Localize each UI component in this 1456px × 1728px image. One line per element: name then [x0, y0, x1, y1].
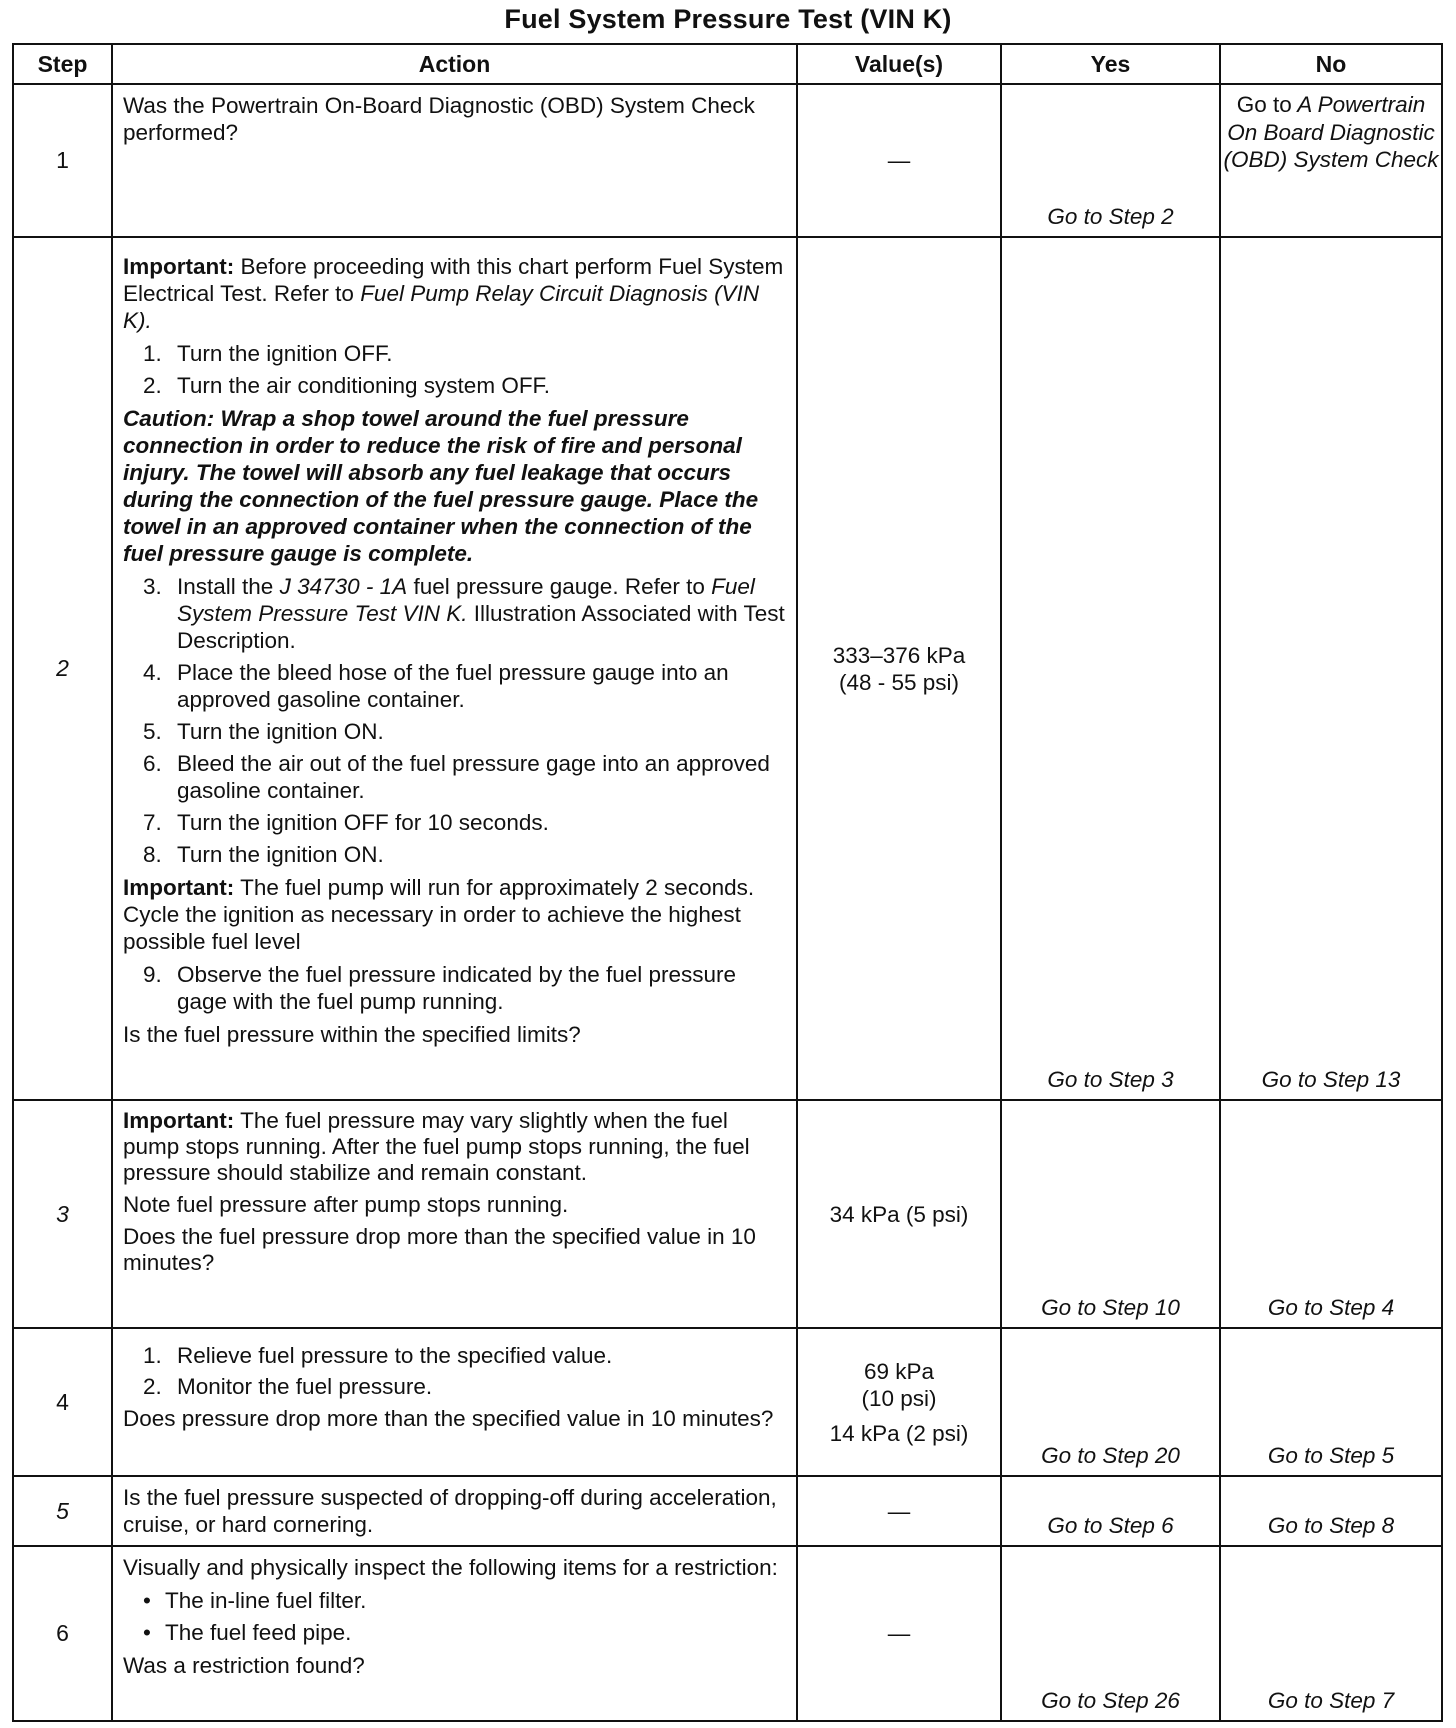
value-cell — [797, 1100, 1001, 1328]
yes-link[interactable]: Go to Step 20 — [1041, 1443, 1180, 1468]
step3-text: Install the — [177, 574, 274, 599]
no-cell — [1220, 1476, 1442, 1546]
list-number: 2. — [143, 1374, 162, 1399]
value-text: 34 kPa (5 psi) — [829, 1201, 969, 1227]
list-text: Relieve fuel pressure to the specified value. — [177, 1343, 613, 1368]
step-number: 6 — [13, 1546, 112, 1721]
value-text: 14 kPa (2 psi) — [829, 1420, 969, 1446]
value-text: 69 kPa — [863, 1358, 935, 1384]
procedure-list — [123, 340, 788, 399]
diagnostic-table — [12, 43, 1443, 1722]
no-link[interactable]: Go to Step 7 — [1267, 1688, 1395, 1713]
intro-text: Visually and physically inspect the following items for a restriction: — [123, 1555, 778, 1580]
list-item — [123, 340, 788, 367]
no-link[interactable]: Go to Step 8 — [1267, 1513, 1395, 1538]
list-number: 3. — [143, 574, 162, 599]
no-cell — [1220, 1100, 1442, 1328]
no-cell — [1220, 84, 1442, 237]
yes-cell — [1001, 84, 1220, 237]
list-item — [123, 1619, 788, 1646]
list-item — [123, 1587, 788, 1614]
action-cell — [112, 1476, 797, 1546]
step3-text: fuel pressure gauge. Refer to — [413, 574, 705, 599]
yes-link[interactable]: Go to Step 3 — [1047, 1067, 1174, 1092]
list-text: Turn the ignition ON. — [177, 842, 384, 867]
yes-cell — [1001, 1546, 1220, 1721]
value-cell — [797, 1328, 1001, 1476]
list-number: 7. — [143, 810, 162, 835]
list-item — [123, 573, 788, 654]
note-text: Note fuel pressure after pump stops running. — [123, 1192, 569, 1217]
list-item — [123, 961, 788, 1015]
important-note — [123, 1108, 788, 1186]
table-row-step-5 — [13, 1476, 1442, 1546]
list-item — [123, 718, 788, 745]
bullet-icon: • — [143, 1588, 151, 1613]
yes-link[interactable]: Go to Step 6 — [1047, 1513, 1174, 1538]
reference-link[interactable]: Fuel System Pressure Test VIN K. — [177, 574, 755, 626]
no-cell — [1220, 1328, 1442, 1476]
yes-link[interactable]: Go to Step 2 — [1047, 204, 1174, 229]
bullet-icon: • — [143, 1620, 151, 1645]
header-action: Action — [112, 44, 797, 84]
header-no: No — [1220, 44, 1442, 84]
list-number: 1. — [143, 1343, 162, 1368]
list-number: 2. — [143, 373, 162, 398]
value-cell — [797, 1476, 1001, 1546]
yes-cell — [1001, 1100, 1220, 1328]
yes-cell — [1001, 237, 1220, 1100]
list-number: 6. — [143, 751, 162, 776]
step3-text: Illustration Associated with Test Description. — [177, 601, 785, 653]
yes-link[interactable]: Go to Step 26 — [1041, 1688, 1180, 1713]
no-link[interactable]: Go to Step 5 — [1267, 1443, 1395, 1468]
question-text: Is the fuel pressure within the specified limits? — [123, 1022, 581, 1047]
table-row-step-3 — [13, 1100, 1442, 1328]
list-text: Place the bleed hose of the fuel pressure gauge into an approved gasoline container. — [177, 660, 729, 712]
list-item — [123, 372, 788, 399]
question-text: Is the fuel pressure suspected of dropping-off during acceleration, cruise, or hard cornering. — [123, 1485, 777, 1537]
table-row-step-4 — [13, 1328, 1442, 1476]
important-text: The fuel pump will run for approximately 2 seconds. Cycle the ignition as necessary in order to achieve the highest possible fuel level — [123, 875, 755, 954]
yes-cell — [1001, 1328, 1220, 1476]
value-text: (48 - 55 psi) — [838, 669, 960, 695]
list-text: Monitor the fuel pressure. — [177, 1374, 433, 1399]
procedure-list — [123, 1343, 788, 1400]
question-text: Was a restriction found? — [123, 1653, 365, 1678]
action-cell — [112, 1328, 797, 1476]
list-text: Observe the fuel pressure indicated by the fuel pressure gage with the fuel pump running. — [177, 962, 737, 1014]
value-text: — — [887, 1621, 911, 1646]
list-text: The in-line fuel filter. — [165, 1588, 367, 1613]
list-item — [123, 841, 788, 868]
question-text: Does pressure drop more than the specified value in 10 minutes? — [123, 1406, 774, 1431]
list-text: Turn the ignition OFF. — [177, 341, 393, 366]
list-number: 5. — [143, 719, 162, 744]
action-cell — [112, 1100, 797, 1328]
table-row-step-6 — [13, 1546, 1442, 1721]
value-text: 333–376 kPa — [832, 642, 966, 668]
tool-name: J 34730 - 1A — [279, 574, 408, 599]
important-label: Important: — [123, 254, 235, 279]
page-title: Fuel System Pressure Test (VIN K) — [504, 4, 952, 34]
important-note — [123, 253, 788, 334]
question-text: Does the fuel pressure drop more than the specified value in 10 minutes? — [123, 1224, 756, 1275]
list-text — [177, 573, 788, 654]
list-text: Turn the ignition OFF for 10 seconds. — [177, 810, 549, 835]
list-text: Turn the air conditioning system OFF. — [177, 373, 551, 398]
list-item — [123, 1374, 788, 1400]
list-item — [123, 750, 788, 804]
list-number: 1. — [143, 341, 162, 366]
yes-cell — [1001, 1476, 1220, 1546]
step-number: 1 — [13, 84, 112, 237]
important-label: Important: — [123, 875, 235, 900]
step-number: 4 — [13, 1328, 112, 1476]
no-link[interactable]: Go to Step 4 — [1267, 1295, 1395, 1320]
no-cell — [1220, 237, 1442, 1100]
step-number: 2 — [13, 237, 112, 1100]
important-label: Important: — [123, 1108, 235, 1133]
value-text: — — [887, 148, 911, 173]
yes-link[interactable]: Go to Step 10 — [1041, 1295, 1180, 1320]
header-row — [13, 44, 1442, 84]
step-number: 3 — [13, 1100, 112, 1328]
list-text: The fuel feed pipe. — [165, 1620, 352, 1645]
header-yes: Yes — [1001, 44, 1220, 84]
no-prefix: Go to — [1236, 92, 1292, 117]
table-row-step-1 — [13, 84, 1442, 237]
procedure-list — [123, 961, 788, 1015]
action-cell — [112, 84, 797, 237]
step-number: 5 — [13, 1476, 112, 1546]
important-note — [123, 874, 788, 955]
inspection-list — [123, 1587, 788, 1646]
value-cell — [797, 1546, 1001, 1721]
list-item — [123, 1343, 788, 1369]
reference-link[interactable]: Fuel Pump Relay Circuit Diagnosis (VIN K). — [123, 281, 760, 333]
caution-note: Caution: Wrap a shop towel around the fuel pressure connection in order to reduce the risk of fire and personal injury. The towel will absorb any fuel leakage that occurs during the connection of the fuel pressure gauge. Place the towel in an approved container when the connection of the fuel pressure gauge is complete. — [123, 406, 759, 566]
important-text: Before proceeding with this chart perform Fuel System Electrical Test. Refer to — [123, 254, 784, 306]
no-cell — [1220, 1546, 1442, 1721]
procedure-list — [123, 573, 788, 868]
list-text: Turn the ignition ON. — [177, 719, 384, 744]
list-item — [123, 809, 788, 836]
value-cell — [797, 84, 1001, 237]
value-text: (10 psi) — [861, 1385, 937, 1411]
question-text: Was the Powertrain On-Board Diagnostic (OBD) System Check performed? — [123, 93, 755, 145]
action-cell — [112, 237, 797, 1100]
value-cell — [797, 237, 1001, 1100]
list-number: 8. — [143, 842, 162, 867]
value-text: — — [887, 1498, 911, 1524]
list-number: 9. — [143, 962, 162, 987]
header-values: Value(s) — [797, 44, 1001, 84]
list-text: Bleed the air out of the fuel pressure gage into an approved gasoline container. — [177, 751, 770, 803]
important-text: The fuel pressure may vary slightly when the fuel pump stops running. After the fuel pump stops running, the fuel pressure should stabilize and remain constant. — [123, 1108, 750, 1185]
table-row-step-2 — [13, 237, 1442, 1100]
header-step: Step — [13, 44, 112, 84]
no-link[interactable]: A Powertrain On Board Diagnostic (OBD) System Check — [1223, 92, 1439, 172]
list-item — [123, 659, 788, 713]
no-link[interactable]: Go to Step 13 — [1261, 1067, 1401, 1092]
list-number: 4. — [143, 660, 162, 685]
action-cell — [112, 1546, 797, 1721]
